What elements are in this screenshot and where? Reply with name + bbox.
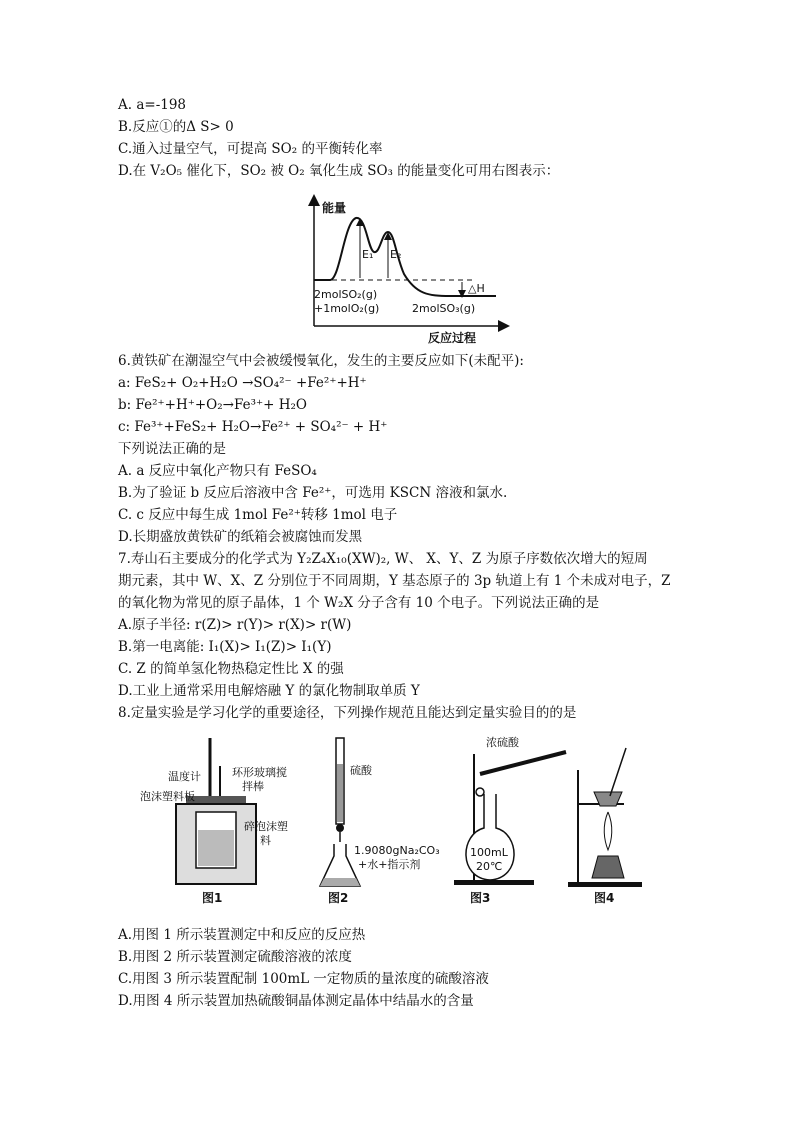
label-temperature: 20℃ bbox=[476, 860, 503, 873]
reactant-label-2: +1molO₂(g) bbox=[314, 302, 380, 315]
label-volume: 100mL bbox=[470, 846, 508, 859]
clamp bbox=[476, 788, 484, 796]
label-thermometer: 温度计 bbox=[168, 770, 201, 783]
energy-diagram bbox=[300, 194, 510, 346]
figure-3-caption: 图3 bbox=[470, 891, 491, 905]
q6-option-c: C. c 反应中每生成 1mol Fe²⁺转移 1mol 电子 bbox=[118, 507, 398, 523]
label-acid: 硫酸 bbox=[350, 764, 372, 777]
figure-2-titration bbox=[300, 734, 440, 906]
q8-option-d: D.用图 4 所示装置加热硫酸铜晶体测定晶体中结晶水的含量 bbox=[118, 993, 474, 1009]
q7-option-c: C. Z 的简单氢化物热稳定性比 X 的强 bbox=[118, 661, 344, 677]
q7-option-a: A.原子半径: r(Z)> r(Y)> r(X)> r(W) bbox=[118, 617, 352, 633]
foam-board bbox=[186, 796, 246, 804]
stand-base bbox=[454, 880, 534, 885]
label-sample-2: +水+指示剂 bbox=[358, 858, 421, 871]
label-crushed-foam-2: 料 bbox=[260, 834, 271, 847]
q6-reaction-c: c: Fe³⁺+FeS₂+ H₂O→Fe²⁺ + SO₄²⁻ + H⁺ bbox=[118, 419, 388, 435]
label-sample-1: 1.9080gNa₂CO₃ bbox=[354, 844, 440, 857]
flame bbox=[604, 812, 612, 850]
glass-rod bbox=[610, 748, 626, 796]
q8-stem: 8.定量实验是学习化学的重要途径，下列操作规范且能达到定量实验目的的是 bbox=[118, 705, 577, 721]
q7-option-b: B.第一电离能: I₁(X)> I₁(Z)> I₁(Y) bbox=[118, 639, 332, 655]
q7-stem-3: 的氧化物为常见的原子晶体，1 个 W₂X 分子含有 10 个电子。下列说法正确的是 bbox=[118, 595, 600, 611]
figure-1-calorimeter bbox=[140, 734, 290, 906]
label-foam-board: 泡沫塑料板 bbox=[140, 790, 195, 803]
q7-stem-1: 7.寿山石主要成分的化学式为 Y₂Z₄X₁₀(XW)₂, W、 X、Y、Z 为原子序数依次增大的短周 bbox=[118, 551, 648, 567]
dh-label: △H bbox=[468, 282, 485, 295]
q6-option-a: A. a 反应中氧化产物只有 FeSO₄ bbox=[118, 463, 317, 479]
q8-option-b: B.用图 2 所示装置测定硫酸溶液的浓度 bbox=[118, 949, 352, 965]
y-axis-label: 能量 bbox=[322, 201, 347, 215]
stopcock bbox=[336, 824, 344, 832]
flask-solution bbox=[320, 878, 360, 886]
alcohol-lamp bbox=[592, 856, 624, 878]
q6-prompt: 下列说法正确的是 bbox=[118, 441, 226, 457]
stand-base bbox=[568, 882, 642, 887]
pipette bbox=[480, 752, 566, 774]
e2-label: E₂ bbox=[390, 248, 402, 261]
q7-stem-2: 期元素，其中 W、X、Z 分别位于不同周期，Y 基态原子的 3p 轨道上有 1 个未成对电子，Z bbox=[118, 573, 671, 589]
figure-4-crucible-heating bbox=[560, 740, 660, 906]
q6-reaction-b: b: Fe²⁺+H⁺+O₂→Fe³⁺+ H₂O bbox=[118, 397, 307, 413]
solution bbox=[198, 830, 234, 866]
figure-1-caption: 图1 bbox=[202, 891, 223, 905]
q6-stem: 6.黄铁矿在潮湿空气中会被缓慢氧化，发生的主要反应如下(未配平): bbox=[118, 353, 524, 369]
q5-option-d: D.在 V₂O₅ 催化下，SO₂ 被 O₂ 氧化生成 SO₃ 的能量变化可用右图表示： bbox=[118, 163, 560, 179]
label-stirrer-1: 环形玻璃搅 bbox=[232, 766, 287, 779]
q5-option-b: B.反应①的Δ S> 0 bbox=[118, 119, 234, 135]
burette-liquid bbox=[337, 764, 343, 822]
q8-option-c: C.用图 3 所示装置配制 100mL 一定物质的量浓度的硫酸溶液 bbox=[118, 971, 489, 987]
q7-option-d: D.工业上通常采用电解熔融 Y 的氯化物制取单质 Y bbox=[118, 683, 420, 699]
q6-option-d: D.长期盛放黄铁矿的纸箱会被腐蚀而发黑 bbox=[118, 529, 363, 545]
figure-2-caption: 图2 bbox=[328, 891, 349, 905]
q6-option-b: B.为了验证 b 反应后溶液中含 Fe²⁺，可选用 KSCN 溶液和氯水. bbox=[118, 485, 508, 501]
label-crushed-foam-1: 碎泡沫塑 bbox=[244, 820, 288, 833]
q5-option-c: C.通入过量空气，可提高 SO₂ 的平衡转化率 bbox=[118, 141, 383, 157]
product-label: 2molSO₃(g) bbox=[412, 302, 476, 315]
q8-option-a: A.用图 1 所示装置测定中和反应的反应热 bbox=[118, 927, 366, 943]
x-axis-label: 反应过程 bbox=[428, 331, 477, 345]
label-concentrated-acid: 浓硫酸 bbox=[486, 736, 519, 749]
label-stirrer-2: 拌棒 bbox=[242, 780, 264, 793]
e1-label: E₁ bbox=[362, 248, 374, 261]
figure-3-volumetric-flask bbox=[440, 734, 580, 906]
figure-4-caption: 图4 bbox=[594, 891, 615, 905]
q6-reaction-a: a: FeS₂+ O₂+H₂O →SO₄²⁻ +Fe²⁺+H⁺ bbox=[118, 375, 367, 391]
reactant-label-1: 2molSO₂(g) bbox=[314, 288, 378, 301]
q5-option-a: A. a=-198 bbox=[118, 97, 187, 113]
